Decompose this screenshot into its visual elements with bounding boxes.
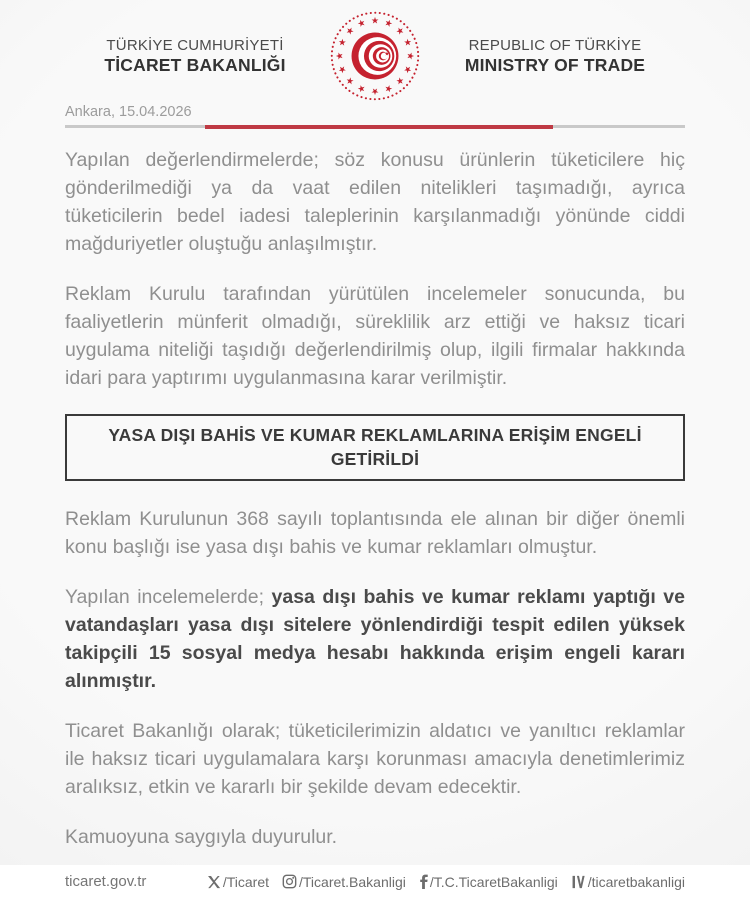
section-title-box: YASA DIŞI BAHİS VE KUMAR REKLAMLARINA ERİŞİM ENGELİ GETİRİLDİ xyxy=(65,414,685,481)
nsosyal-social-link[interactable] xyxy=(571,874,685,890)
header-right-line1: REPUBLIC OF TÜRKİYE xyxy=(468,36,642,54)
paragraph-1: Yapılan değerlendirmelerde; söz konusu ürünlerin tüketicilere hiç gönderilmediği ya da vaat edilen nitelikleri taşımadığı, ayrıca tüketicilerin bedel iadesi taleplerinin karşılanmadığı yönünde ciddi mağduriyetler oluştuğu anlaşılmıştır. xyxy=(65,149,685,255)
instagram-handle: /Ticaret.Bakanligi xyxy=(299,873,406,890)
instagram-icon xyxy=(282,874,297,889)
header xyxy=(65,10,685,102)
paragraph-4 xyxy=(65,583,685,695)
website-link[interactable]: ticaret.gov.tr xyxy=(65,873,147,891)
x-social-link[interactable] xyxy=(207,874,269,890)
press-release-body xyxy=(65,146,685,873)
facebook-icon xyxy=(419,874,428,889)
paragraph-6: Kamuoyuna saygıyla duyurulur. xyxy=(65,826,338,849)
header-right-line2: MINISTRY OF TRADE xyxy=(464,54,646,75)
instagram-social-link[interactable] xyxy=(282,874,406,890)
paragraph-3: Reklam Kurulunun 368 sayılı toplantısında ele alınan bir diğer önemli konu başlığı ise yasa dışı bahis ve kumar reklamları olmuştur. xyxy=(65,508,685,559)
header-right-block xyxy=(425,37,685,76)
footer xyxy=(65,873,685,908)
divider-red-segment xyxy=(205,125,553,129)
divider-gray-left xyxy=(65,125,205,128)
header-left-line2: TİCARET BAKANLIĞI xyxy=(104,54,286,75)
paragraph-4-normal: Yapılan incelemelerde; xyxy=(65,586,272,609)
dateline: Ankara, 15.04.2026 xyxy=(65,104,192,120)
paragraph-2: Reklam Kurulu tarafından yürütülen incelemeler sonucunda, bu faaliyetlerin münferit olmadığı, süreklilik arz ettiği ve haksız ticari uygulama niteliği taşıdığı değerlendirilmiş olup, ilgili firmalar hakkında idari para yaptırımı uygulanmasına karar verilmiştir. xyxy=(65,283,685,389)
nsosyal-icon xyxy=(571,875,586,889)
paragraph-5: Ticaret Bakanlığı olarak; tüketicilerimizin aldatıcı ve yanıltıcı reklamlar ile haksız ticari uygulamalara karşı korunması amacıyla denetimlerimiz aralıksız, etkin ve kararlı bir şekilde devam edecektir. xyxy=(65,720,685,799)
paragraph-4-bold: yasa dışı bahis ve kumar reklamı yaptığı ve vatandaşları yasa dışı sitelere yönlendirdiği tespit edilen yüksek takipçili 15 sosyal medya hesabı hakkında erişim engeli kararı alınmıştır. xyxy=(65,586,685,693)
header-divider xyxy=(65,125,685,129)
x-handle: /Ticaret xyxy=(222,873,269,890)
social-links xyxy=(207,874,685,890)
header-left-line1: TÜRKİYE CUMHURİYETİ xyxy=(106,36,284,54)
x-icon xyxy=(207,875,221,889)
header-left-block xyxy=(65,37,325,76)
ministry-of-trade-emblem-logo xyxy=(325,10,425,102)
nsosyal-handle: /ticaretbakanligi xyxy=(587,873,685,890)
divider-gray-right xyxy=(553,125,685,128)
facebook-social-link[interactable] xyxy=(419,874,558,890)
facebook-handle: /T.C.TicaretBakanligi xyxy=(429,873,558,890)
